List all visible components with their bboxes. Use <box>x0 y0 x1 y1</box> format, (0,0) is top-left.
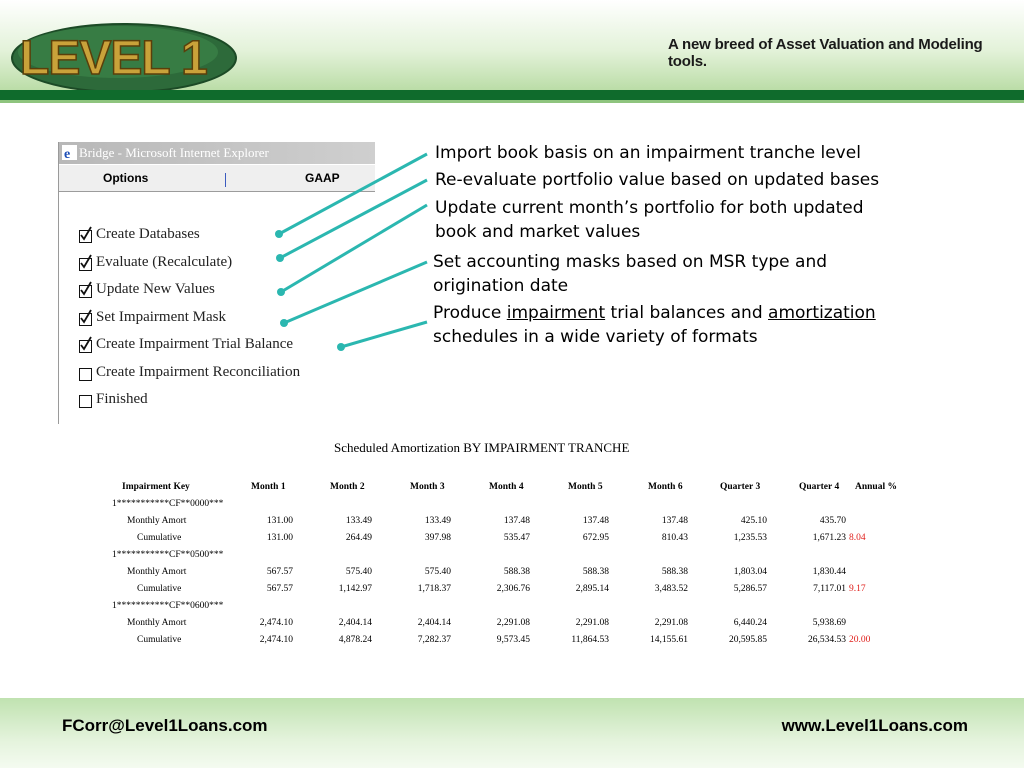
table-cell: 425.10 <box>740 516 767 526</box>
impairment-key: 1***********CF**0000*** <box>112 499 224 509</box>
svg-text:e: e <box>64 147 71 160</box>
callout-update-month-line1: Update current month’s portfolio for both updated <box>435 198 864 218</box>
table-cell: 11,864.53 <box>571 635 609 645</box>
annual-percent: 20.00 <box>849 635 871 645</box>
table-cell: 2,291.08 <box>654 618 688 628</box>
callout-update-month <box>435 196 864 244</box>
table-cell: 535.47 <box>503 533 530 543</box>
table-cell: 133.49 <box>345 516 372 526</box>
col-header: Month 2 <box>330 482 365 492</box>
logo-text: LEVEL 1 <box>20 32 207 85</box>
table-cell: 2,404.14 <box>338 618 372 628</box>
callout-update-month-line2: book and market values <box>435 222 641 242</box>
table-cell: 2,895.14 <box>575 584 609 594</box>
table-cell: 137.48 <box>661 516 688 526</box>
table-cell: 575.40 <box>424 567 451 577</box>
checklist-label: Create Impairment Reconciliation <box>96 363 301 380</box>
col-header: Month 6 <box>648 482 683 492</box>
callout-produce-prefix: Produce <box>433 303 507 323</box>
row-label: Cumulative <box>137 635 182 645</box>
checklist-label: Finished <box>96 391 148 407</box>
callout-accounting-masks-line1: Set accounting masks based on MSR type and <box>433 252 828 272</box>
ie-window-title: Bridge - Microsoft Internet Explorer <box>79 145 269 160</box>
table-cell: 9,573.45 <box>496 635 530 645</box>
table-cell: 810.43 <box>661 533 688 543</box>
callout-reevaluate: Re-evaluate portfolio value based on updated bases <box>435 170 880 190</box>
callout-line-5 <box>341 322 427 347</box>
row-label: Cumulative <box>137 584 182 594</box>
table-cell: 4,878.24 <box>338 635 372 645</box>
table-cell: 2,291.08 <box>496 618 530 628</box>
callout-produce-line2: schedules in a wide variety of formats <box>433 327 758 347</box>
col-header: Impairment Key <box>122 482 190 492</box>
table-cell: 20,595.85 <box>729 635 767 645</box>
tagline: A new breed of Asset Valuation and Modeling tools. <box>668 36 983 70</box>
table-cell: 588.38 <box>503 567 530 577</box>
table-cell: 567.57 <box>266 584 293 594</box>
table-cell: 1,830.44 <box>812 567 846 577</box>
impairment-link[interactable]: impairment <box>506 303 606 323</box>
table-cell: 5,286.57 <box>733 584 767 594</box>
col-header: Annual % <box>855 482 897 492</box>
table-cell: 397.98 <box>424 533 451 543</box>
footer-band <box>0 698 1024 768</box>
tab-gaap[interactable]: GAAP <box>305 171 340 185</box>
table-cell: 1,671.23 <box>812 533 846 543</box>
table-cell: 26,534.53 <box>808 635 846 645</box>
impairment-key: 1***********CF**0600*** <box>112 601 224 611</box>
callout-dot-1 <box>275 230 283 238</box>
table-cell: 2,474.10 <box>259 618 293 628</box>
impairment-key: 1***********CF**0500*** <box>112 550 224 560</box>
table-cell: 1,803.04 <box>733 567 767 577</box>
row-label: Monthly Amort <box>127 618 187 628</box>
table-cell: 264.49 <box>345 533 372 543</box>
footer-email[interactable]: FCorr@Level1Loans.com <box>62 716 268 735</box>
table-cell: 14,155.61 <box>650 635 688 645</box>
table-cell: 588.38 <box>661 567 688 577</box>
table-cell: 575.40 <box>345 567 372 577</box>
callout-produce-middle: trial balances and <box>605 303 769 323</box>
tab-options[interactable]: Options <box>103 171 149 185</box>
checklist-label: Set Impairment Mask <box>96 308 226 325</box>
checklist-label: Update New Values <box>96 281 215 297</box>
table-cell: 2,291.08 <box>575 618 609 628</box>
col-header: Quarter 3 <box>720 482 761 492</box>
col-header: Month 4 <box>489 482 524 492</box>
table-cell: 2,306.76 <box>496 584 530 594</box>
col-header: Month 3 <box>410 482 445 492</box>
col-header: Quarter 4 <box>799 482 840 492</box>
table-cell: 588.38 <box>582 567 609 577</box>
row-label: Monthly Amort <box>127 516 187 526</box>
annual-percent: 9.17 <box>849 584 866 594</box>
checklist-label: Create Databases <box>96 226 200 242</box>
col-header: Month 5 <box>568 482 603 492</box>
table-cell: 5,938.69 <box>812 618 846 628</box>
callout-produce-line1 <box>433 301 876 325</box>
table-cell: 1,235.53 <box>733 533 767 543</box>
callout-dot-4 <box>280 319 288 327</box>
table-cell: 131.00 <box>266 516 293 526</box>
table-cell: 2,404.14 <box>417 618 451 628</box>
table-cell: 131.00 <box>266 533 293 543</box>
table-cell: 7,282.37 <box>417 635 451 645</box>
table-cell: 137.48 <box>503 516 530 526</box>
table-cell: 6,440.24 <box>733 618 767 628</box>
callout-line-1 <box>279 154 427 234</box>
col-header: Month 1 <box>251 482 286 492</box>
table-cell: 3,483.52 <box>654 584 688 594</box>
table-cell: 435.70 <box>819 516 846 526</box>
table-cell: 7,117.01 <box>813 584 846 594</box>
callout-line-4 <box>284 262 427 323</box>
amortization-link[interactable]: amortization <box>768 303 876 323</box>
table-cell: 2,474.10 <box>259 635 293 645</box>
callout-accounting-masks <box>433 250 827 298</box>
table-cell: 133.49 <box>424 516 451 526</box>
amortization-title: Scheduled Amortization BY IMPAIRMENT TRANCHE <box>334 440 630 455</box>
callout-produce-trial-balances <box>433 301 876 349</box>
table-cell: 1,718.37 <box>417 584 451 594</box>
checklist-label: Evaluate (Recalculate) <box>96 253 233 270</box>
table-cell: 1,142.97 <box>338 584 372 594</box>
row-label: Cumulative <box>137 533 182 543</box>
callout-dot-5 <box>337 343 345 351</box>
footer-website[interactable]: www.Level1Loans.com <box>781 716 968 735</box>
table-cell: 672.95 <box>582 533 609 543</box>
checklist-label: Create Impairment Trial Balance <box>96 336 294 352</box>
callout-dot-3 <box>277 288 285 296</box>
row-label: Monthly Amort <box>127 567 187 577</box>
table-cell: 567.57 <box>266 567 293 577</box>
callout-dot-2 <box>276 254 284 262</box>
callout-import-book-basis: Import book basis on an impairment tranche level <box>435 143 861 163</box>
callout-accounting-masks-line2: origination date <box>433 276 569 296</box>
table-cell: 137.48 <box>582 516 609 526</box>
annual-percent: 8.04 <box>849 533 866 543</box>
